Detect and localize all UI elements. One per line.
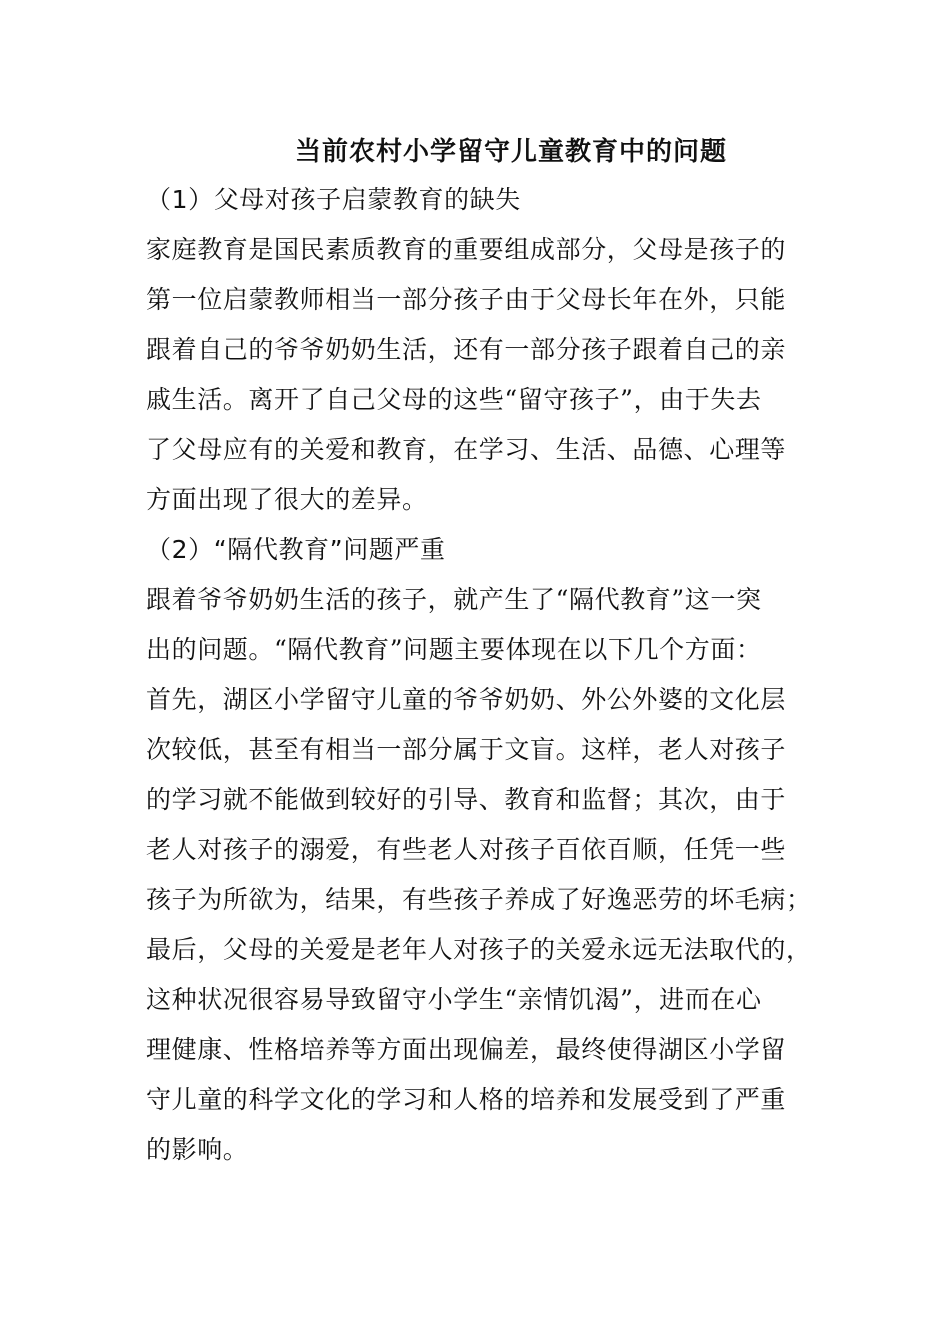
section-2-line-8: 最后，父母的关爱是老年人对孩子的关爱永远无法取代的， (146, 935, 812, 964)
section-1-heading: （1）父母对孩子启蒙教育的缺失 (146, 185, 521, 214)
section-2-heading: （2）“隔代教育”问题严重 (146, 535, 446, 564)
section-2-line-1: 跟着爷爷奶奶生活的孩子，就产生了“隔代教育”这一突 (146, 585, 762, 614)
section-2-line-7: 孩子为所欲为，结果，有些孩子养成了好逸恶劳的坏毛病； (146, 885, 812, 914)
section-1-line-2: 第一位启蒙教师相当一部分孩子由于父母长年在外，只能 (146, 285, 787, 314)
section-2-line-2: 出的问题。“隔代教育”问题主要体现在以下几个方面： (146, 635, 762, 664)
section-1-line-3: 跟着自己的爷爷奶奶生活，还有一部分孩子跟着自己的亲 (146, 335, 787, 364)
section-2-line-11: 守儿童的科学文化的学习和人格的培养和发展受到了严重 (146, 1085, 787, 1114)
section-2-line-9: 这种状况很容易导致留守小学生“亲情饥渴”，进而在心 (146, 985, 762, 1014)
section-1-line-4: 戚生活。离开了自己父母的这些“留守孩子”，由于失去 (146, 385, 762, 414)
section-2-line-3: 首先，湖区小学留守儿童的爷爷奶奶、外公外婆的文化层 (146, 685, 787, 714)
section-1-line-5: 了父母应有的关爱和教育，在学习、生活、品德、心理等 (146, 435, 787, 464)
section-2-line-5: 的学习就不能做到较好的引导、教育和监督；其次，由于 (146, 785, 787, 814)
document-title: 当前农村小学留守儿童教育中的问题 (294, 137, 727, 167)
section-2-line-12: 的影响。 (146, 1135, 249, 1164)
section-1-line-6: 方面出现了很大的差异。 (146, 485, 428, 514)
section-1-line-1: 家庭教育是国民素质教育的重要组成部分，父母是孩子的 (146, 235, 787, 264)
section-2-line-6: 老人对孩子的溺爱，有些老人对孩子百依百顺，任凭一些 (146, 835, 787, 864)
section-2-line-10: 理健康、性格培养等方面出现偏差，最终使得湖区小学留 (146, 1035, 787, 1064)
section-2-line-4: 次较低，甚至有相当一部分属于文盲。这样，老人对孩子 (146, 735, 787, 764)
